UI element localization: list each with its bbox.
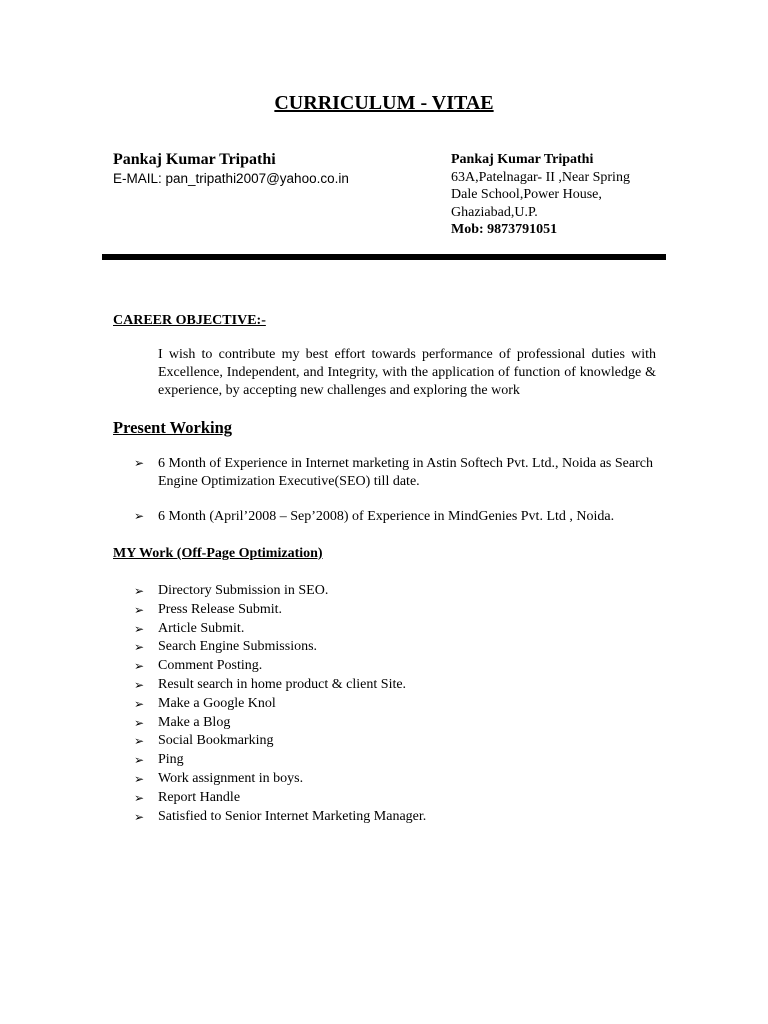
address-block <box>451 151 661 239</box>
list-item-text: Article Submit. <box>158 620 245 636</box>
list-item-text: Social Bookmarking <box>158 733 274 749</box>
arrowhead-bullet-icon: ➢ <box>134 790 145 805</box>
list-item-text: Comment Posting. <box>158 658 263 674</box>
list-item <box>134 638 654 657</box>
my-work-list <box>134 582 654 826</box>
candidate-name: Pankaj Kumar Tripathi <box>113 151 276 168</box>
arrowhead-bullet-icon: ➢ <box>134 640 145 655</box>
list-item-text: Press Release Submit. <box>158 601 283 617</box>
mobile-number: Mob: 9873791051 <box>451 222 558 237</box>
list-item <box>134 770 654 789</box>
list-item-text: Result search in home product & client Site. <box>158 676 407 692</box>
arrowhead-bullet-icon: ➢ <box>134 715 145 730</box>
arrowhead-bullet-icon: ➢ <box>134 696 145 711</box>
list-item-text: Ping <box>158 752 184 768</box>
arrowhead-bullet-icon: ➢ <box>134 456 145 470</box>
list-item-text: 6 Month of Experience in Internet marketing in Astin Softech Pvt. Ltd., Noida as Search Engine Optimization Executive(SEO) till date. <box>158 456 653 489</box>
list-item-text: Make a Google Knol <box>158 695 276 711</box>
list-item <box>134 695 654 714</box>
arrowhead-bullet-icon: ➢ <box>134 753 145 768</box>
list-item <box>134 714 654 733</box>
candidate-email: E-MAIL: pan_tripathi2007@yahoo.co.in <box>113 171 349 186</box>
arrowhead-bullet-icon: ➢ <box>134 621 145 636</box>
list-item <box>134 789 654 808</box>
list-item-text: Make a Blog <box>158 714 231 730</box>
list-item-text: Search Engine Submissions. <box>158 639 318 655</box>
list-item <box>134 751 654 770</box>
career-objective-heading: CAREER OBJECTIVE:- <box>113 313 266 328</box>
arrowhead-bullet-icon: ➢ <box>134 659 145 674</box>
arrowhead-bullet-icon: ➢ <box>134 509 145 523</box>
list-item <box>134 508 664 526</box>
list-item <box>134 808 654 827</box>
address-line-2: Dale School,Power House, <box>451 187 602 202</box>
list-item <box>134 601 654 620</box>
arrowhead-bullet-icon: ➢ <box>134 602 145 617</box>
list-item-text: Directory Submission in SEO. <box>158 583 329 598</box>
present-working-list <box>134 455 664 544</box>
address-line-1: 63A,Patelnagar- II ,Near Spring <box>451 169 630 185</box>
arrowhead-bullet-icon: ➢ <box>134 809 145 824</box>
arrowhead-bullet-icon: ➢ <box>134 771 145 786</box>
list-item <box>134 582 654 601</box>
address-name: Pankaj Kumar Tripathi <box>451 152 594 167</box>
address-line-3: Ghaziabad,U.P. <box>451 204 538 220</box>
header-divider <box>102 254 666 260</box>
list-item-text: 6 Month (April’2008 – Sep’2008) of Experience in MindGenies Pvt. Ltd , Noida. <box>158 509 615 524</box>
arrowhead-bullet-icon: ➢ <box>134 734 145 749</box>
career-objective-text: I wish to contribute my best effort towards performance of professional duties with Excellence, Independent, and Integrity, with the application of function of knowledge & experience, by accepting new challenges and exploring the work <box>158 347 656 398</box>
document-title-text: CURRICULUM - VITAE <box>274 92 494 114</box>
arrowhead-bullet-icon: ➢ <box>134 584 145 598</box>
document-title <box>0 92 768 115</box>
list-item <box>134 620 654 639</box>
list-item-text: Work assignment in boys. <box>158 770 304 786</box>
present-working-heading: Present Working <box>113 418 233 437</box>
list-item <box>134 657 654 676</box>
my-work-heading: MY Work (Off-Page Optimization) <box>113 546 323 561</box>
list-item-text: Report Handle <box>158 789 241 805</box>
arrowhead-bullet-icon: ➢ <box>134 677 145 692</box>
list-item-text: Satisfied to Senior Internet Marketing Manager. <box>158 808 427 824</box>
list-item <box>134 732 654 751</box>
list-item <box>134 676 654 695</box>
list-item <box>134 455 664 490</box>
